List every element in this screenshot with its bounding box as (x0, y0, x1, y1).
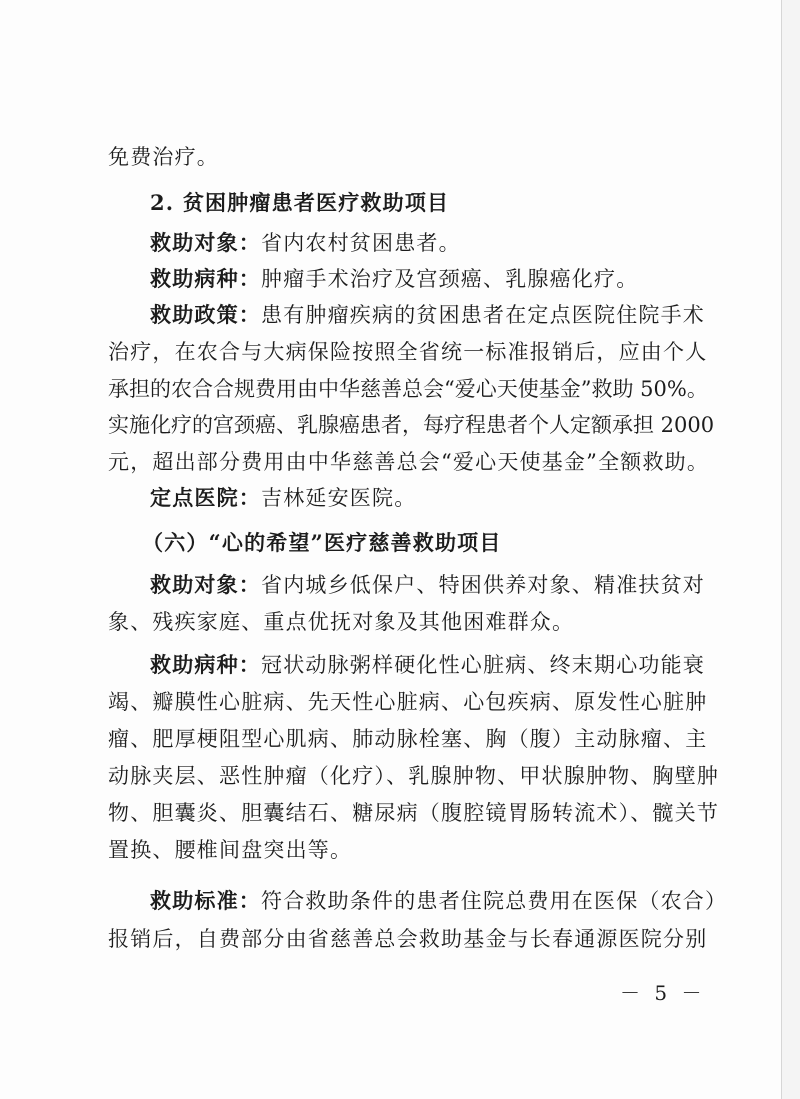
text-line: 免费治疗。 (108, 145, 219, 169)
field-label: 救助病种： (150, 652, 261, 677)
section-heading: （六）“心的希望”医疗慈善救助项目 (142, 530, 502, 555)
paragraph-line: 救助政策：患有肿瘤疾病的贫困患者在定点医院住院手术 (150, 302, 705, 327)
paragraph-line: 救助病种：肿瘤手术治疗及宫颈癌、乳腺癌化疗。 (150, 266, 639, 291)
paragraph-line: 救助对象：省内农村贫困患者。 (150, 230, 461, 255)
paragraph-line: 救助对象：省内城乡低保户、特困供养对象、精准扶贫对 (150, 572, 705, 597)
paragraph-line: 瘤、肥厚梗阻型心肌病、肺动脉栓塞、胸（腹）主动脉瘤、主 (108, 727, 708, 751)
paragraph-line: 救助病种：冠状动脉粥样硬化性心脏病、终末期心功能衰 (150, 652, 705, 677)
page-edge-shade (782, 0, 800, 1099)
paragraph-line: 承担的农合合规费用由中华慈善总会“爱心天使基金”救助 50%。 (108, 377, 708, 401)
field-label: 定点医院： (150, 485, 261, 510)
paragraph-line: 报销后，自费部分由省慈善总会救助基金与长春通源医院分别 (108, 927, 708, 951)
paragraph-line: 竭、瓣膜性心脏病、先天性心脏病、心包疾病、原发性心脏肿 (108, 690, 708, 714)
paragraph-line: 治疗，在农合与大病保险按照全省统一标准报销后，应由个人 (108, 340, 708, 364)
field-label: 救助政策： (150, 302, 261, 327)
paragraph-line: 动脉夹层、恶性肿瘤（化疗）、乳腺肿物、甲状腺肿物、胸壁肿 (108, 764, 720, 788)
paragraph-line: 定点医院：吉林延安医院。 (150, 485, 417, 510)
field-label: 救助对象： (150, 572, 261, 597)
paragraph-line: 置换、腰椎间盘突出等。 (108, 838, 353, 862)
paragraph-line: 物、胆囊炎、胆囊结石、糖尿病（腹腔镜胃肠转流术）、髋关节 (108, 801, 720, 825)
page-number: － 5 － (620, 981, 706, 1005)
field-label: 救助病种： (150, 266, 261, 291)
field-label: 救助标准： (150, 888, 261, 913)
paragraph-line: 救助标准：符合救助条件的患者住院总费用在医保（农合） (150, 888, 728, 913)
field-label: 救助对象： (150, 230, 261, 255)
paragraph-line: 象、残疾家庭、重点优抚对象及其他困难群众。 (108, 610, 575, 634)
paragraph-line: 实施化疗的宫颈癌、乳腺癌患者，每疗程患者个人定额承担 2000 (108, 413, 715, 437)
section-heading: 2. 贫困肿瘤患者医疗救助项目 (150, 190, 450, 215)
paragraph-line: 元，超出部分费用由中华慈善总会“爱心天使基金”全额救助。 (108, 450, 710, 474)
